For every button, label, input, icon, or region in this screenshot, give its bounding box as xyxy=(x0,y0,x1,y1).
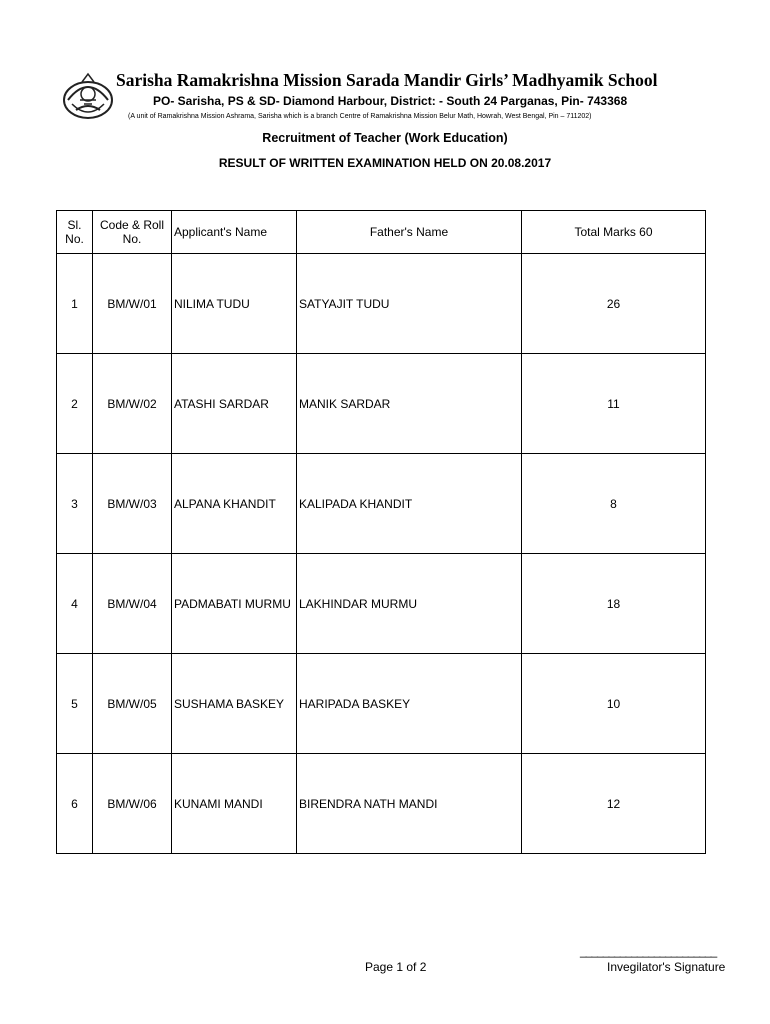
result-title: RESULT OF WRITTEN EXAMINATION HELD ON 20.08.2017 xyxy=(218,156,552,170)
unit-note: (A unit of Ramakrishna Mission Ashrama, Sarisha which is a branch Centre of Ramakrishna Mission Belur Math, Howrah, West Bengal, Pin – 711202) xyxy=(128,113,592,120)
cell-sl: 5 xyxy=(57,654,93,754)
results-table xyxy=(56,210,706,854)
cell-total-marks: 18 xyxy=(522,554,706,654)
cell-father-name: KALIPADA KHANDIT xyxy=(297,454,522,554)
column-header-father-name: Father's Name xyxy=(297,211,522,254)
table-row xyxy=(57,454,706,554)
cell-total-marks: 10 xyxy=(522,654,706,754)
signature-line: ________________________ xyxy=(580,944,717,958)
cell-father-name: SATYAJIT TUDU xyxy=(297,254,522,354)
table-row xyxy=(57,554,706,654)
cell-total-marks: 8 xyxy=(522,454,706,554)
cell-sl: 2 xyxy=(57,354,93,454)
school-name: Sarisha Ramakrishna Mission Sarada Mandir Girls’ Madhyamik School xyxy=(116,70,658,90)
school-address: PO- Sarisha, PS & SD- Diamond Harbour, District: - South 24 Parganas, Pin- 743368 xyxy=(153,94,628,108)
table-row xyxy=(57,754,706,854)
signature-label: Invegilator's Signature xyxy=(607,960,726,974)
cell-applicant-name: ATASHI SARDAR xyxy=(172,354,297,454)
page-number: Page 1 of 2 xyxy=(365,960,427,974)
cell-code: BM/W/03 xyxy=(93,454,172,554)
table-row xyxy=(57,354,706,454)
cell-code: BM/W/01 xyxy=(93,254,172,354)
cell-sl: 3 xyxy=(57,454,93,554)
cell-applicant-name: KUNAMI MANDI xyxy=(172,754,297,854)
table-header-row xyxy=(57,211,706,254)
cell-sl: 1 xyxy=(57,254,93,354)
cell-total-marks: 26 xyxy=(522,254,706,354)
cell-total-marks: 12 xyxy=(522,754,706,854)
cell-code: BM/W/04 xyxy=(93,554,172,654)
cell-father-name: MANIK SARDAR xyxy=(297,354,522,454)
recruitment-title: Recruitment of Teacher (Work Education) xyxy=(262,131,508,145)
cell-code: BM/W/02 xyxy=(93,354,172,454)
cell-total-marks: 11 xyxy=(522,354,706,454)
cell-applicant-name: PADMABATI MURMU xyxy=(172,554,297,654)
table-row xyxy=(57,654,706,754)
cell-applicant-name: NILIMA TUDU xyxy=(172,254,297,354)
cell-applicant-name: ALPANA KHANDIT xyxy=(172,454,297,554)
column-header-applicant-name: Applicant's Name xyxy=(172,211,297,254)
cell-father-name: BIRENDRA NATH MANDI xyxy=(297,754,522,854)
cell-code: BM/W/05 xyxy=(93,654,172,754)
cell-sl: 6 xyxy=(57,754,93,854)
column-header-total-marks: Total Marks 60 xyxy=(522,211,706,254)
column-header-sl: Sl. No. xyxy=(57,211,93,254)
table-row xyxy=(57,254,706,354)
cell-applicant-name: SUSHAMA BASKEY xyxy=(172,654,297,754)
emblem-seal-icon xyxy=(62,70,114,122)
cell-father-name: LAKHINDAR MURMU xyxy=(297,554,522,654)
column-header-code: Code & Roll No. xyxy=(93,211,172,254)
cell-father-name: HARIPADA BASKEY xyxy=(297,654,522,754)
cell-code: BM/W/06 xyxy=(93,754,172,854)
cell-sl: 4 xyxy=(57,554,93,654)
